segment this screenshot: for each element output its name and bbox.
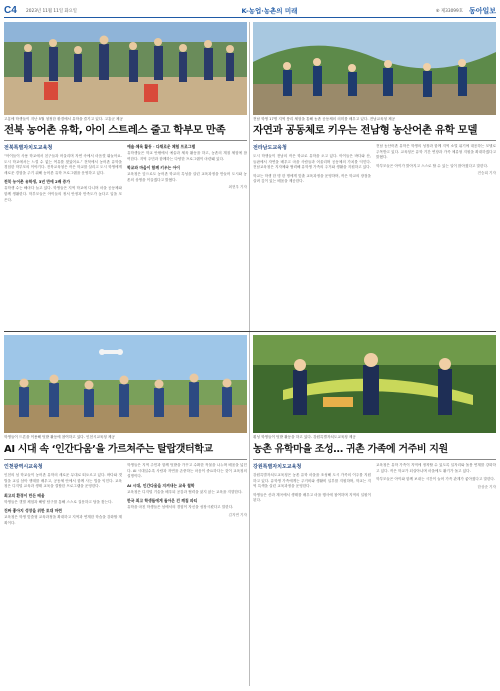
section-title: K-농업·농촌의 미래 [241,7,298,15]
section-separator [4,331,496,332]
body-text: 도시 학생들이 전남의 작은 학교로 유학을 오고 있다. 아이들은 바다와 산, 들판에서 자연을 배우고 마을 사람들과 어울리며 공동체의 가치를 익힌다. 전남교육청은 지자체와 협력해 유학생 가족의 주거와 생활을 지원하고 있다. [253,154,371,170]
issue-number: ⑥ 제33099호 [435,8,463,14]
photo-caption: 학생들이 드론을 이용해 텃밭 활동에 참여하고 있다. 인천시교육청 제공 [4,435,115,439]
headline-rule [4,459,247,460]
body-text: 교육청은 디지털 기술을 배우되 공감과 협력을 잃지 않는 교육을 지향한다. [127,489,243,494]
body-text: 학교는 학생 한 명 한 명에게 맞춘 교육과정을 운영하며, 작은 학교의 장점을 살려 깊이 있는 배움을 제공한다. [253,173,371,184]
body-text: 학생들은 산과 계곡에서 생태를 배우고 마을 행사에 참여하며 지역의 일원이 된다. [253,492,371,503]
dateline: 2023년 11월 11일 화요일 [26,8,77,14]
subheading: 최고의 환경이 만든 배움 [4,492,45,498]
subheading: 한국 최고 학생들에게 돌아온 건 깨침 파티 [127,498,198,504]
photo-caption: 고흥에 학생들이 지난 5월 청정한 환경에서 유학을 즐기고 있다. 고흥군 제공 [4,117,123,121]
article-headline: AI 시대 속 ‘인간다움’을 가르쳐주는 탈랍갯터학교 [4,444,213,455]
org-subtitle: 강원특별자치도교육청 [253,464,302,470]
article-column [376,144,496,324]
body-text: 유학생들은 학교 안팎에서 예술과 체육 활동을 하고, 농촌의 계절 체험에 참여한다. 지역 주민과 함께하는 다양한 프로그램이 마련돼 있다. [127,151,247,161]
article-column [376,463,496,685]
article-headline: 농촌 유학마을 조성… 귀촌 가족에 거주비 지원 [253,444,448,455]
body-text: 유학을 마친 학생들은 섬에서의 경험이 자신을 성장시켰다고 말한다. [127,505,234,510]
reporter-byline: 한상준 기자 [477,484,496,489]
newspaper-logo: 동아일보 [468,5,496,15]
subheading: 진짜 좋아지 성장을 위한 토대 마련 [4,508,62,514]
subheading: 학교와 마을이 함께 키우는 아이 [127,165,180,171]
body-text: 학부모들은 아이와 함께 보내는 시간이 늘어 가족 관계가 좋아졌다고 말한다. [376,477,496,482]
body-text: 학생들은 갯벌 체험과 해양 탐구를 통해 스스로 질문하고 답을 찾는다. [4,499,113,504]
article-headline: 전북 농어촌 유학, 아이 스트레스 줄고 학부모 만족 [4,124,226,136]
photo-drone-activity [4,335,247,433]
headline-rule [253,140,496,141]
org-subtitle: 전북특별자치도교육청 [4,145,53,151]
page-header [4,4,496,18]
subheading: 전북 농어촌 유학생, 3년 만에 2배 증가 [4,179,71,185]
org-subtitle: 전라남도교육청 [253,145,287,151]
column-divider [249,22,250,686]
reporter-byline: 최현우 기자 [228,185,247,190]
subheading: 예술·체육 활동 · 다채로운 체험 프로그램 [127,144,196,149]
article-column [4,144,122,324]
article-column [127,463,247,685]
page-number: C4 [4,5,17,16]
body-text: 인천의 섬 학교들이 농어촌 유학의 새로운 무대로 떠오르고 있다. 바다와 갯벌을 교실 삼아 생태를 배우고, 공동체 안에서 함께 사는 법을 익힌다. 교육청은 디지털 교육과 생태 교육을 결합한 프로그램을 운영한다. [4,473,122,489]
article-column [253,144,371,324]
body-text: 유학생 수는 해마다 늘고 있다. 학생들은 지역 학교에 다니며 마을 공동체와 함께 생활한다. 학부모들은 아이들의 정서 안정과 만족도가 높다고 입을 모은다. [4,186,122,202]
photo-students-gymnastics [4,22,247,115]
photo-garden-activity [253,335,496,433]
article-column [127,126,247,324]
body-text: 교육청은 유학 가족이 지역에 정착할 수 있도록 일자리와 돌봄 연계를 강화하고 있다. 작은 학교가 되살아나며 마을에도 활기가 돌고 있다. [376,463,496,473]
body-text: 학생들은 지역 주민과 함께 텃밭을 가꾸고 수확한 작물을 나누며 배움을 넓힌다. AI 시대일수록 사람과 자연을 존중하는 마음이 중요하다는 것이 교육청의 설명이다. [127,463,247,479]
body-text: 학부모들은 아이가 밝아지고 스스로 할 수 있는 일이 많아졌다고 말한다. [376,163,489,168]
article-column [4,463,122,685]
body-text: “아이들이 사용 학교에서 친구들과 어울리며 자연 속에서 마음껏 뛰놀아요. 도시 학교에서는 느낄 수 없는 여유를 찾았어요.” 전북에서 농어촌 유학을 경험한 학부모의 이야기다. 전북교육청은 작은 학교를 살리고 도시 학생에게 새로운 경험을 주기 위해 농어촌 유학 프로그램을 운영하고 있다. [4,154,122,175]
photo-students-field-trip [253,22,496,115]
body-text: 전남 농산어촌 유학은 학생의 성장과 함께 지역 소멸 위기에 대응하는 모델로 주목받고 있다. 교육청은 유학 기간 연장과 가족 체류형 지원을 확대하겠다고 밝혔다. [376,144,496,160]
subheading: AI 시대, 인간다움을 지켜내는 교육 철학 [127,482,195,488]
reporter-byline: 전승희 기자 [477,171,496,176]
body-text: 교육청은 앞으로도 농어촌 학교의 특성을 살린 교육과정을 만들어 도시와 농촌의 상생을 이끌겠다고 밝혔다. [127,172,247,182]
article-column [253,463,371,685]
photo-caption: 전남 학생 17명 지역 풍리 체험을 통해 농촌 공동체의 의미를 배우고 있다. 전남교육청 제공 [253,117,396,121]
headline-rule [253,459,496,460]
body-text: 교육청은 학생 맞춤형 교육과정을 확대하고 지역과 연계한 학습을 강화할 계획이다. [4,515,122,525]
reporter-byline: 김지연 기자 [228,512,247,517]
body-text: 강원특별자치도교육청은 농촌 유학 마을을 조성해 도시 가족의 이주를 지원하고 있다. 유학생 가족에게는 주거비와 생활비 일부를 지원하며, 학교는 지역 특색을 살린 교육과정을 운영한다. [253,473,371,489]
article-headline: 자연과 공동체로 키우는 전남형 농산어촌 유학 모델 [253,124,478,136]
org-subtitle: 인천광역시교육청 [4,464,43,470]
photo-caption: 횡성 학생들이 텃밭 활동을 하고 있다. 강원특별자치도교육청 제공 [253,435,356,439]
